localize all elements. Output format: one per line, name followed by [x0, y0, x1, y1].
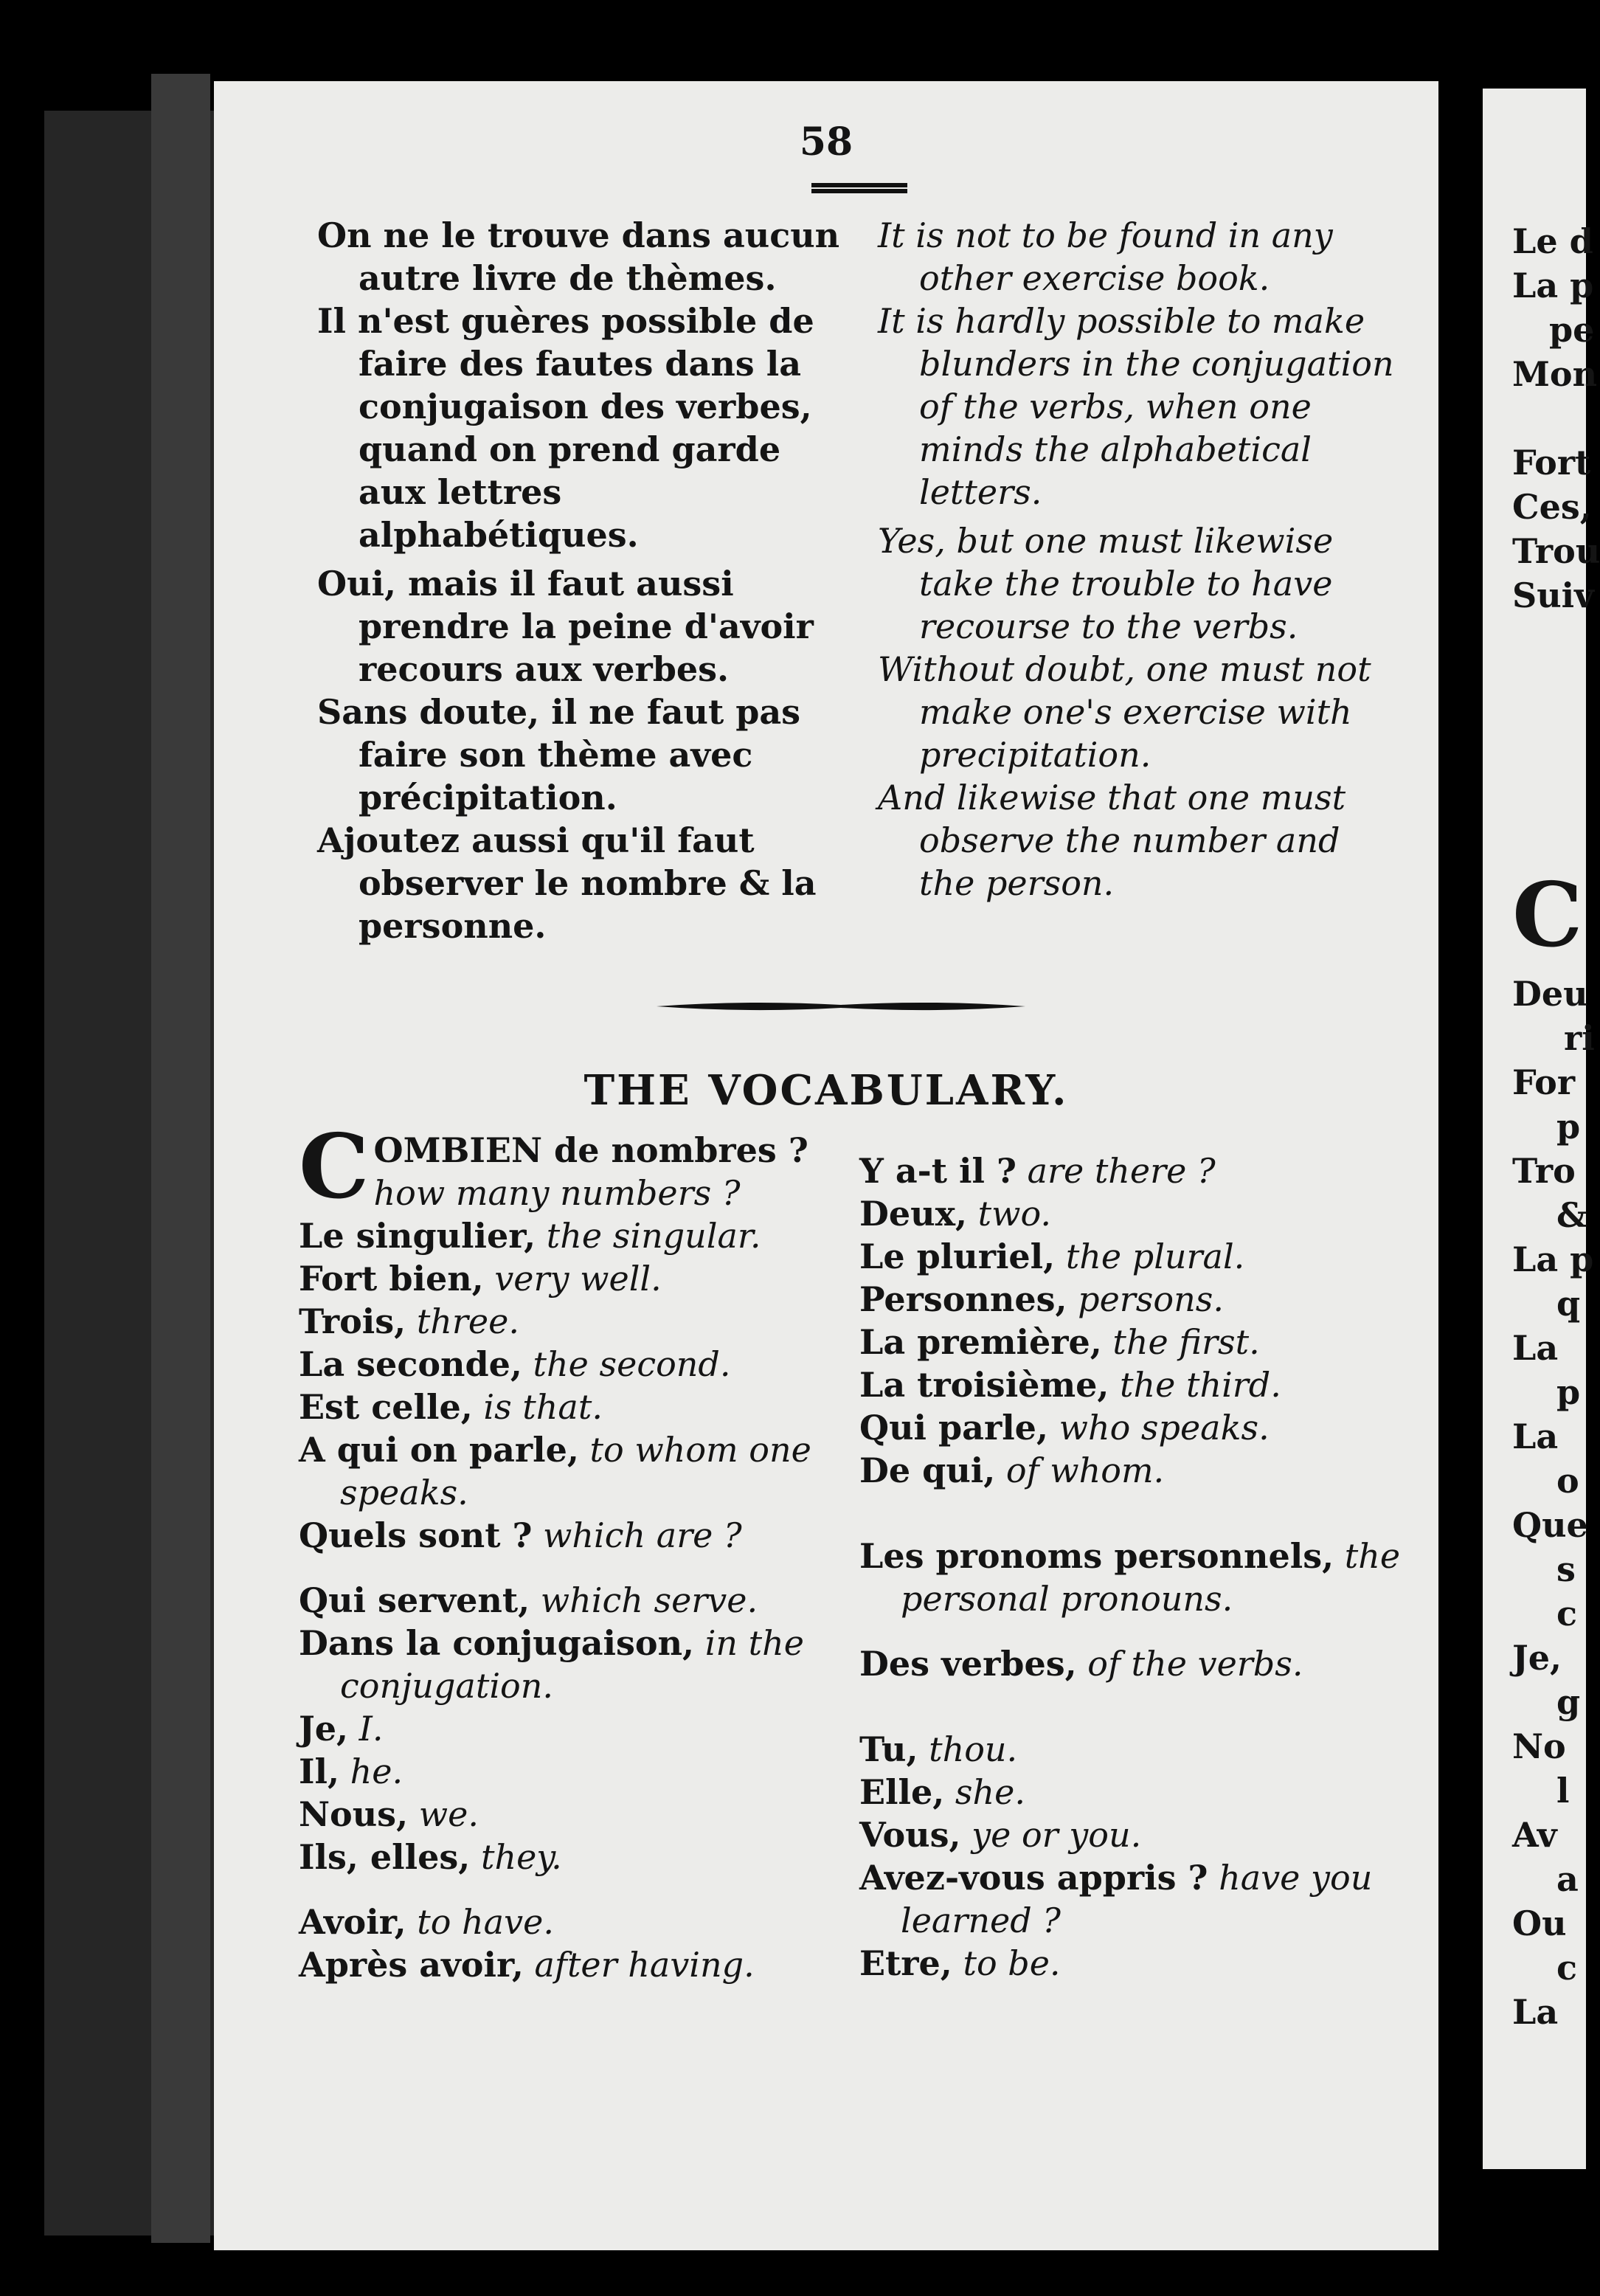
vocabulary-entry	[299, 1622, 852, 1707]
vocabulary-translation: of the verbs.	[1087, 1644, 1303, 1684]
vocabulary-word: Après avoir,	[299, 1945, 524, 1985]
vocabulary-entry	[859, 1856, 1405, 1942]
vocabulary-translation: he.	[350, 1752, 404, 1791]
dialogue-english-line: It is not to be found in any other exercise book.	[878, 215, 1333, 298]
vocabulary-word: Avez-vous appris ?	[859, 1858, 1208, 1898]
vocabulary-entry	[859, 1363, 1405, 1406]
dialogue-french-line: Ajoutez aussi qu'il faut observer le nombre & la personne.	[317, 820, 817, 946]
vocabulary-word: A qui on parle,	[299, 1430, 579, 1470]
next-page-fragment: Que	[1512, 1505, 1588, 1545]
vocabulary-entry	[299, 1115, 852, 1219]
vocabulary-entry	[299, 1214, 852, 1257]
vocabulary-entry	[859, 1235, 1405, 1278]
vocabulary-word: Qui parle,	[859, 1408, 1048, 1448]
vocabulary-word: Vous,	[859, 1815, 961, 1855]
next-page-fragment: c	[1556, 1594, 1578, 1633]
next-page-fragment: Ces,	[1512, 487, 1592, 527]
vocabulary-translation: to be.	[963, 1943, 1061, 1983]
vocabulary-entry	[859, 1149, 1405, 1192]
dialogue-french-line: On ne le trouve dans aucun autre livre de thèmes.	[317, 215, 840, 298]
vocabulary-entry	[299, 1257, 852, 1300]
vocabulary-entry	[859, 1535, 1405, 1620]
next-page-fragment: l	[1556, 1771, 1570, 1811]
vocabulary-title: THE VOCABULARY.	[583, 1066, 1069, 1115]
next-page-fragment: c	[1556, 1948, 1578, 1988]
vocabulary-entry	[299, 1836, 852, 1878]
vocabulary-left-column	[299, 1115, 852, 1986]
vocabulary-entry	[859, 1942, 1405, 1985]
vocabulary-word: Le pluriel,	[859, 1237, 1056, 1276]
vocabulary-translation: very well.	[494, 1259, 662, 1299]
vocabulary-translation: the third.	[1120, 1365, 1281, 1405]
vocabulary-entry	[859, 1406, 1405, 1449]
vocabulary-translation: the singular.	[546, 1216, 761, 1256]
next-page-fragment: pe	[1549, 310, 1595, 350]
vocabulary-translation: thou.	[929, 1729, 1018, 1769]
vocabulary-entry	[299, 1514, 852, 1557]
vocabulary-translation: the personal pronouns.	[901, 1536, 1401, 1619]
vocabulary-word: Qui servent,	[299, 1580, 530, 1620]
vocabulary-entry	[859, 1192, 1405, 1235]
vocabulary-word: Quels sont ?	[299, 1515, 533, 1555]
vocabulary-entry	[299, 1343, 852, 1386]
vocabulary-translation: the second.	[533, 1344, 731, 1384]
vocabulary-translation: she.	[955, 1772, 1025, 1812]
vocabulary-word: Il,	[299, 1752, 340, 1791]
vocabulary-word: Deux,	[859, 1194, 968, 1234]
next-page-fragment: &	[1556, 1195, 1587, 1235]
next-page-fragment: For	[1512, 1062, 1576, 1102]
vocabulary-word: Dans la conjugaison,	[299, 1623, 695, 1663]
vocabulary-translation: how many numbers ?	[373, 1173, 741, 1213]
next-page-fragment: p	[1556, 1107, 1581, 1147]
next-page-fragment: La p	[1512, 1239, 1594, 1279]
vocabulary-translation: is that.	[483, 1387, 603, 1427]
vocabulary-word: De qui,	[859, 1450, 996, 1490]
vocabulary-entry	[299, 1901, 852, 1943]
next-page-fragment: C	[1512, 863, 1583, 967]
dialogue-english-line: It is hardly possible to make blunders in the conjugation of the verbs, when one minds the alphabetical letters.	[878, 301, 1394, 512]
next-page-fragment: Deu	[1512, 974, 1588, 1014]
vocabulary-entry	[859, 1278, 1405, 1321]
vocabulary-entry	[859, 1813, 1405, 1856]
vocabulary-entry	[299, 1428, 852, 1514]
vocabulary-word: Les pronoms personnels,	[859, 1536, 1334, 1576]
vocabulary-translation: which are ?	[543, 1515, 742, 1555]
next-page-fragment: Suiv	[1512, 575, 1594, 615]
vocabulary-translation: persons.	[1078, 1279, 1224, 1319]
vocabulary-word: Fort bien,	[299, 1259, 484, 1299]
dialogue-french-column	[317, 214, 848, 947]
next-page-fragment: o	[1556, 1461, 1579, 1501]
vocabulary-word: La troisième,	[859, 1365, 1109, 1405]
next-page-fragment: g	[1556, 1682, 1581, 1722]
next-page-fragment: Av	[1512, 1815, 1557, 1855]
vocabulary-word: Le singulier,	[299, 1216, 536, 1256]
vocabulary-translation: are there ?	[1027, 1151, 1216, 1191]
page-number: 58	[799, 120, 853, 165]
vocabulary-entry	[859, 1642, 1405, 1685]
vocabulary-translation: ye or you.	[972, 1815, 1142, 1855]
vocabulary-entry	[859, 1321, 1405, 1363]
vocabulary-entry	[859, 1771, 1405, 1813]
vocabulary-word: La première,	[859, 1322, 1102, 1362]
dialogue-english-line: Yes, but one must likewise take the trouble to have recourse to the verbs.	[878, 521, 1334, 646]
vocabulary-entry	[299, 1750, 852, 1793]
vocabulary-word: Je,	[299, 1709, 349, 1749]
vocabulary-word: Elle,	[859, 1772, 945, 1812]
vocabulary-entry	[299, 1386, 852, 1428]
dialogue-english-line: Without doubt, one must not make one's exercise with precipitation.	[878, 649, 1371, 775]
next-page-fragment: q	[1556, 1284, 1581, 1324]
vocabulary-word: Ils, elles,	[299, 1837, 471, 1877]
next-page-fragment: a	[1556, 1859, 1579, 1899]
vocabulary-word: Y a-t il ?	[859, 1151, 1017, 1191]
vocabulary-entry	[859, 1449, 1405, 1492]
vocabulary-word: La seconde,	[299, 1344, 522, 1384]
vocabulary-word: Est celle,	[299, 1387, 473, 1427]
vocabulary-word: Nous,	[299, 1794, 409, 1834]
vocabulary-translation: three.	[416, 1301, 519, 1341]
page-gutter	[1438, 81, 1483, 2250]
drop-cap: C	[299, 1115, 370, 1219]
ornamental-rule	[657, 998, 1025, 1014]
vocabulary-entry	[299, 1707, 852, 1750]
next-page-fragment: Tro	[1512, 1151, 1576, 1191]
header-rule	[811, 183, 907, 193]
vocabulary-translation: have you learned ?	[901, 1858, 1373, 1940]
next-page-fragment: La	[1512, 1992, 1559, 2032]
vocabulary-word: Des verbes,	[859, 1644, 1077, 1684]
vocabulary-word: Avoir,	[299, 1902, 406, 1942]
vocabulary-translation: the plural.	[1065, 1237, 1245, 1276]
dialogue-french-line: Sans doute, il ne faut pas faire son thème avec précipitation.	[317, 692, 801, 817]
vocabulary-translation: in the conjugation.	[340, 1623, 804, 1706]
vocabulary-translation: to have.	[417, 1902, 554, 1942]
vocabulary-translation: which serve.	[540, 1580, 758, 1620]
book-page	[214, 81, 1438, 2250]
dialogue-french-line: Il n'est guères possible de faire des fautes dans la conjugaison des verbes, quand on prend garde aux lettres alphabétiques.	[317, 301, 814, 555]
vocabulary-word: Personnes,	[859, 1279, 1067, 1319]
next-page-fragment: s	[1556, 1549, 1576, 1589]
dialogue-english-line: And likewise that one must observe the number and the person.	[878, 778, 1346, 903]
vocabulary-word: Trois,	[299, 1301, 406, 1341]
vocabulary-translation: who speaks.	[1059, 1408, 1270, 1448]
next-page-fragment: La	[1512, 1328, 1559, 1368]
dialogue-french-line: Oui, mais il faut aussi prendre la peine d'avoir recours aux verbes.	[317, 564, 814, 689]
next-page-fragment: La p	[1512, 266, 1594, 305]
next-page-fragment: Fort	[1512, 443, 1591, 483]
next-page-fragment: La	[1512, 1417, 1559, 1456]
vocabulary-word: OMBIEN de nombres ?	[373, 1130, 808, 1170]
next-page-fragment: Je,	[1512, 1638, 1562, 1678]
vocabulary-entry	[299, 1793, 852, 1836]
vocabulary-translation: after having.	[534, 1945, 755, 1985]
vocabulary-word: Etre,	[859, 1943, 952, 1983]
next-page-fragment: No	[1512, 1726, 1566, 1766]
vocabulary-translation: we.	[418, 1794, 479, 1834]
vocabulary-translation: the first.	[1112, 1322, 1260, 1362]
next-page-fragment: p	[1556, 1372, 1581, 1412]
next-page-fragment: Ou	[1512, 1903, 1567, 1943]
dialogue-english-column	[878, 214, 1394, 905]
vocabulary-translation: they.	[480, 1837, 562, 1877]
vocabulary-entry	[299, 1579, 852, 1622]
vocabulary-entry	[299, 1943, 852, 1986]
next-page-fragment: Mon	[1512, 354, 1598, 394]
vocabulary-translation: I.	[359, 1709, 384, 1749]
vocabulary-translation: two.	[977, 1194, 1052, 1234]
next-page-fragment: Le d	[1512, 221, 1593, 261]
next-page-edge	[1483, 89, 1600, 2169]
vocabulary-entry	[859, 1728, 1405, 1771]
vocabulary-entry	[299, 1300, 852, 1343]
binding-edge	[151, 74, 210, 2243]
vocabulary-right-column	[859, 1129, 1405, 1985]
vocabulary-word: Tu,	[859, 1729, 918, 1769]
next-page-fragment: Trou	[1512, 531, 1600, 571]
vocabulary-translation: of whom.	[1005, 1450, 1165, 1490]
next-page-fragment: ri	[1564, 1018, 1595, 1058]
vocabulary-translation: to whom one speaks.	[340, 1430, 811, 1512]
